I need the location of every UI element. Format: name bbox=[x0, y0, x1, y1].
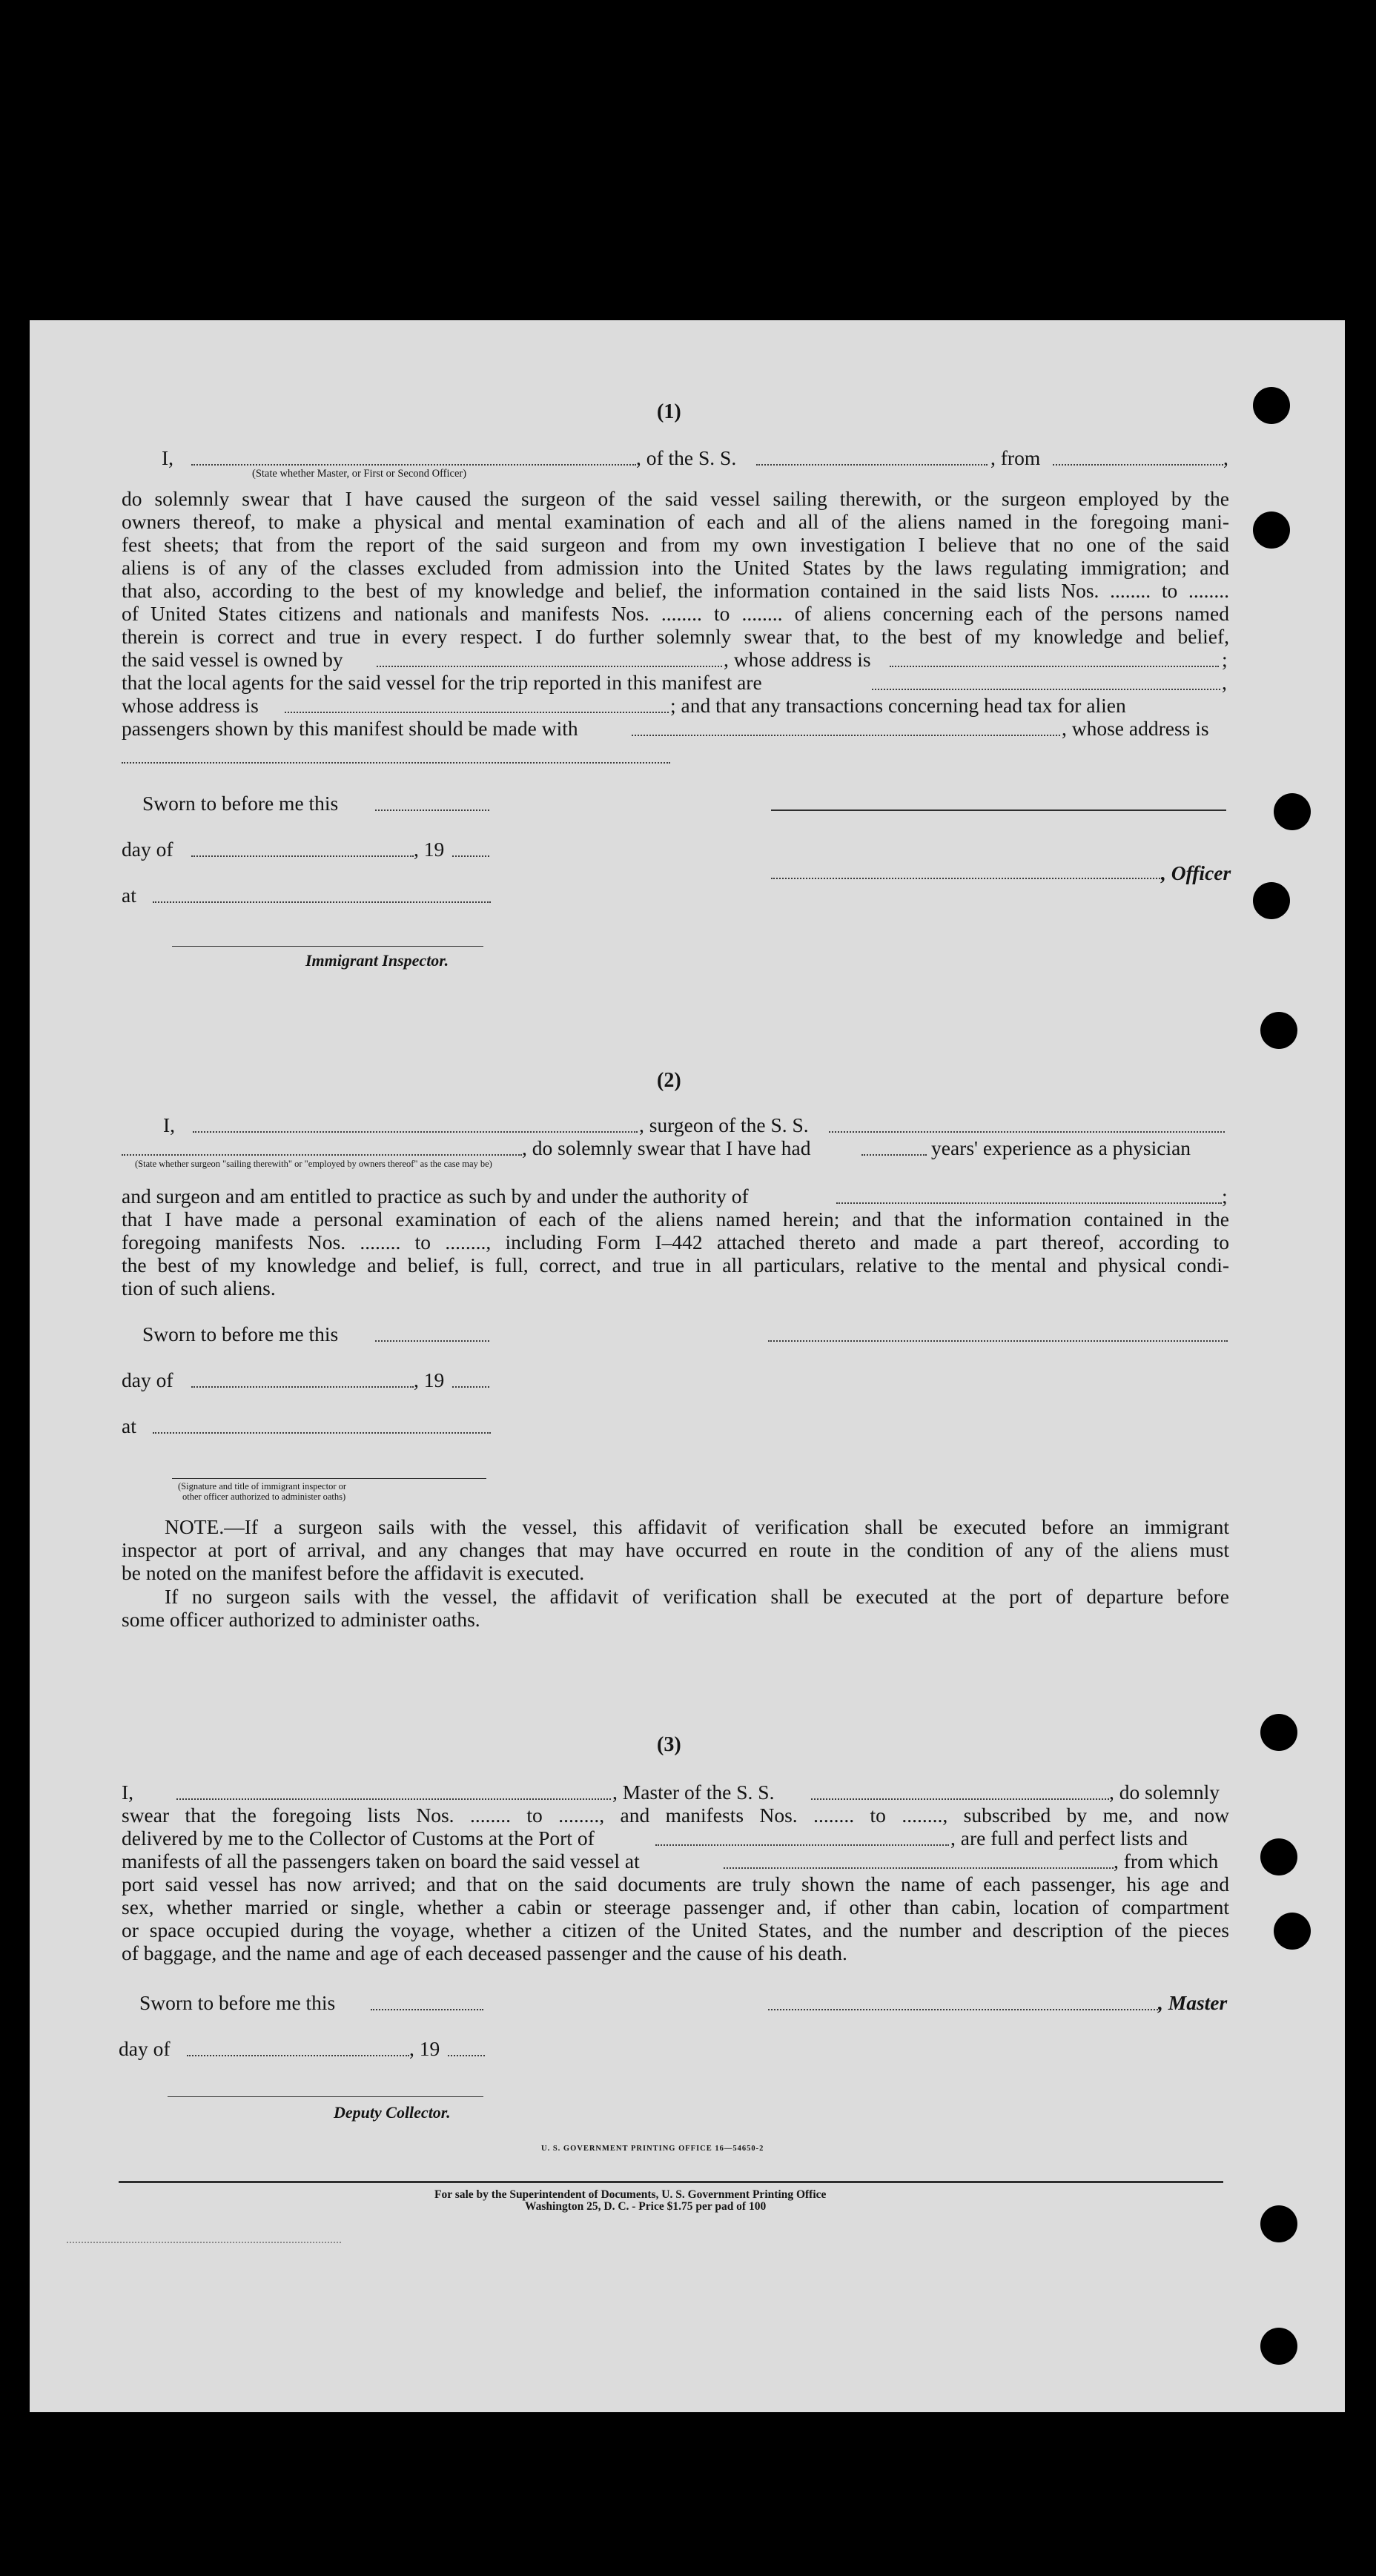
officer-signature-line-2[interactable] bbox=[771, 878, 1162, 879]
note-line-1: NOTE.—If a surgeon sails with the vessel, this affidavit of verification shall be executed before an immigrant bbox=[165, 1515, 1229, 1538]
surgeon-of-label: , surgeon of the S. S. bbox=[639, 1113, 809, 1136]
local-agents-label: that the local agents for the said vessel for the trip reported in this manifest are bbox=[122, 671, 762, 694]
margin-dotted-line bbox=[67, 2242, 341, 2243]
sworn-date-blank[interactable] bbox=[375, 809, 489, 811]
place-blank[interactable] bbox=[153, 901, 491, 903]
collector-signature-line[interactable] bbox=[168, 2096, 483, 2097]
head-tax-label: ; and that any transactions concerning head tax for alien bbox=[670, 694, 1126, 717]
from-which-label: , from which bbox=[1114, 1850, 1219, 1873]
binder-hole bbox=[1260, 1714, 1297, 1751]
sale-notice-1: For sale by the Superintendent of Documents, U. S. Government Printing Office bbox=[434, 2188, 827, 2201]
surgeon-type-caption: (State whether surgeon "sailing therewith" or "employed by owners thereof" as the case may be) bbox=[135, 1159, 492, 1169]
at-label: at bbox=[122, 884, 136, 907]
comma: , bbox=[1222, 671, 1227, 694]
note-line-5: some officer authorized to administer oaths. bbox=[122, 1608, 480, 1631]
authority-label: and surgeon and am entitled to practice as such by and under the authority of bbox=[122, 1185, 749, 1208]
oath-3-line-7: or space occupied during the voyage, whether a citizen of the United States, and the number and description of the pieces bbox=[122, 1918, 1229, 1941]
owner-blank[interactable] bbox=[377, 666, 722, 667]
oath-1-line-4: aliens is of any of the classes excluded from admission into the United States by the laws regulating immigration; and bbox=[122, 556, 1229, 579]
day-blank[interactable] bbox=[187, 2055, 409, 2056]
oath-1-line-2: owners thereof, to make a physical and mental examination of each and all of the aliens named in the foregoing mani- bbox=[122, 510, 1229, 533]
oath-2-line-4: the best of my knowledge and belief, is full, correct, and true in all particulars, relative to the mental and physical condi- bbox=[122, 1254, 1229, 1277]
master-label: , Master bbox=[1158, 1991, 1228, 2014]
signature-caption-1: (Signature and title of immigrant inspector or bbox=[178, 1481, 347, 1491]
surgeon-name-blank[interactable] bbox=[193, 1131, 638, 1133]
master-vessel-blank[interactable] bbox=[811, 1798, 1109, 1800]
gpo-imprint: U. S. GOVERNMENT PRINTING OFFICE 16—54650-2 bbox=[541, 2145, 764, 2153]
experience-label: , do solemnly swear that I have had bbox=[522, 1136, 811, 1159]
oath-1-line-1: do solemnly swear that I have caused the surgeon of the said vessel sailing therewith, or the surgeon employed by the bbox=[122, 487, 1229, 510]
oath-3-line-6: sex, whether married or single, whether a cabin or steerage passenger and, if other than cabin, location of compartment bbox=[122, 1895, 1229, 1918]
agents-address-blank[interactable] bbox=[285, 712, 669, 713]
surgeon-signature-line[interactable] bbox=[768, 1340, 1228, 1342]
sworn-date-blank[interactable] bbox=[375, 1340, 489, 1342]
oath-1-line-5: that also, according to the best of my knowledge and belief, the information contained in the said lists Nos. ........ to ........ bbox=[122, 579, 1229, 602]
note-line-4: If no surgeon sails with the vessel, the affidavit of verification shall be executed at the port of departure before bbox=[165, 1585, 1229, 1608]
port-blank[interactable] bbox=[655, 1844, 949, 1846]
owner-address-label: , whose address is bbox=[724, 648, 871, 671]
vessel-name-blank[interactable] bbox=[756, 464, 988, 466]
oath-1-line-7: therein is correct and true in every respect. I do further solemnly swear that, to the best of my knowledge and belief, bbox=[122, 625, 1229, 648]
year-label: , 19 bbox=[414, 1368, 445, 1391]
agents-address-label: whose address is bbox=[122, 694, 259, 717]
binder-hole bbox=[1260, 2328, 1297, 2365]
comma: , bbox=[1223, 446, 1228, 469]
contact-address-label: , whose address is bbox=[1062, 717, 1209, 740]
binder-hole bbox=[1253, 387, 1290, 424]
binder-hole bbox=[1274, 793, 1311, 830]
note-line-2: inspector at port of arrival, and any changes that may have occurred en route in the condition of any of the aliens must bbox=[122, 1538, 1229, 1561]
oath-3-line-8: of baggage, and the name and age of each deceased passenger and the cause of his death. bbox=[122, 1941, 847, 1964]
footer-divider bbox=[119, 2181, 1223, 2183]
inspector-label: Immigrant Inspector. bbox=[305, 951, 449, 970]
from-port-blank[interactable] bbox=[1053, 464, 1223, 466]
binder-hole bbox=[1260, 1012, 1297, 1049]
signature-caption-2: other officer authorized to administer oaths) bbox=[182, 1491, 346, 1502]
sworn-label: Sworn to before me this bbox=[139, 1991, 336, 2014]
contact-address-blank[interactable] bbox=[122, 762, 670, 764]
section-1-heading: (1) bbox=[657, 400, 681, 423]
oath-2-i-label: I, bbox=[163, 1113, 176, 1136]
year-blank[interactable] bbox=[452, 855, 489, 857]
manifests-label: manifests of all the passengers taken on board the said vessel at bbox=[122, 1850, 640, 1873]
embark-port-blank[interactable] bbox=[724, 1867, 1114, 1869]
surgeon-vessel-blank[interactable] bbox=[829, 1131, 1225, 1133]
oath-1-i-label: I, bbox=[162, 446, 174, 469]
oath-3-line-5: port said vessel has now arrived; and that on the said documents are truly shown the name of each passenger, his age and bbox=[122, 1873, 1229, 1895]
oath-3-i-label: I, bbox=[122, 1781, 134, 1804]
day-blank[interactable] bbox=[191, 855, 414, 857]
rank-blank[interactable] bbox=[191, 464, 636, 466]
collector-label: Deputy Collector. bbox=[334, 2103, 451, 2122]
inspector-signature-line[interactable] bbox=[172, 946, 483, 947]
oath-2-line-3: foregoing manifests Nos. ........ to ........, including Form I–442 attached thereto and made a part thereof, according to bbox=[122, 1231, 1229, 1254]
master-of-ss-label: , Master of the S. S. bbox=[612, 1781, 775, 1804]
oath-2-line-5: tion of such aliens. bbox=[122, 1277, 276, 1299]
rank-caption: (State whether Master, or First or Second Officer) bbox=[252, 468, 467, 480]
sale-notice-2: Washington 25, D. C. - Price $1.75 per pad of 100 bbox=[525, 2200, 767, 2213]
day-of-label: day of bbox=[119, 2037, 171, 2060]
year-blank[interactable] bbox=[452, 1386, 489, 1388]
inspector-signature-line[interactable] bbox=[172, 1478, 486, 1479]
day-of-label: day of bbox=[122, 838, 173, 861]
surgeon-type-blank[interactable] bbox=[122, 1154, 522, 1156]
head-tax-contact-blank[interactable] bbox=[632, 735, 1060, 736]
officer-label: , Officer bbox=[1161, 861, 1231, 884]
oath-2-line-2: that I have made a personal examination of each of the aliens named herein; and that the information contained in the bbox=[122, 1208, 1229, 1231]
authority-blank[interactable] bbox=[836, 1202, 1222, 1204]
semicolon: ; bbox=[1222, 648, 1228, 671]
physician-label: years' experience as a physician bbox=[931, 1136, 1191, 1159]
local-agents-blank[interactable] bbox=[872, 689, 1220, 690]
owned-by-label: the said vessel is owned by bbox=[122, 648, 343, 671]
oath-1-line-6: of United States citizens and nationals and manifests Nos. ........ to ........ of aliens concerning each of the persons named bbox=[122, 602, 1229, 625]
sworn-date-blank[interactable] bbox=[371, 2009, 483, 2010]
master-signature-line[interactable] bbox=[768, 2009, 1158, 2010]
sworn-label: Sworn to before me this bbox=[142, 792, 339, 815]
from-label: , from bbox=[990, 446, 1041, 469]
year-blank[interactable] bbox=[448, 2055, 485, 2056]
sworn-label: Sworn to before me this bbox=[142, 1322, 339, 1345]
place-blank[interactable] bbox=[153, 1432, 491, 1434]
day-blank[interactable] bbox=[191, 1386, 414, 1388]
perfect-lists-label: , are full and perfect lists and bbox=[950, 1827, 1188, 1850]
note-line-3: be noted on the manifest before the affidavit is executed. bbox=[122, 1561, 585, 1584]
binder-hole bbox=[1274, 1913, 1311, 1950]
oath-3-line-2: swear that the foregoing lists Nos. ........ to ........, and manifests Nos. ........ to ........, subscribed by me, and now bbox=[122, 1804, 1229, 1827]
of-ss-label: , of the S. S. bbox=[636, 446, 737, 469]
day-of-label: day of bbox=[122, 1368, 173, 1391]
semicolon: ; bbox=[1222, 1185, 1228, 1208]
do-solemnly-label: , do solemnly bbox=[1109, 1781, 1220, 1804]
binder-hole bbox=[1260, 2205, 1297, 2242]
section-3-heading: (3) bbox=[657, 1733, 681, 1756]
section-2-heading: (2) bbox=[657, 1069, 681, 1092]
collector-port-label: delivered by me to the Collector of Customs at the Port of bbox=[122, 1827, 595, 1850]
at-label: at bbox=[122, 1414, 136, 1437]
year-label: , 19 bbox=[414, 838, 445, 861]
years-blank[interactable] bbox=[861, 1154, 927, 1156]
owner-address-blank[interactable] bbox=[890, 666, 1219, 667]
head-tax-contact-label: passengers shown by this manifest should be made with bbox=[122, 717, 578, 740]
binder-hole bbox=[1260, 1838, 1297, 1875]
master-name-blank[interactable] bbox=[176, 1798, 611, 1800]
binder-hole bbox=[1253, 882, 1290, 919]
oath-1-line-3: fest sheets; that from the report of the said surgeon and from my own investigation I believe that no one of the said bbox=[122, 533, 1229, 556]
binder-hole bbox=[1253, 511, 1290, 549]
officer-signature-line-1[interactable] bbox=[771, 809, 1226, 811]
year-label: , 19 bbox=[409, 2037, 440, 2060]
